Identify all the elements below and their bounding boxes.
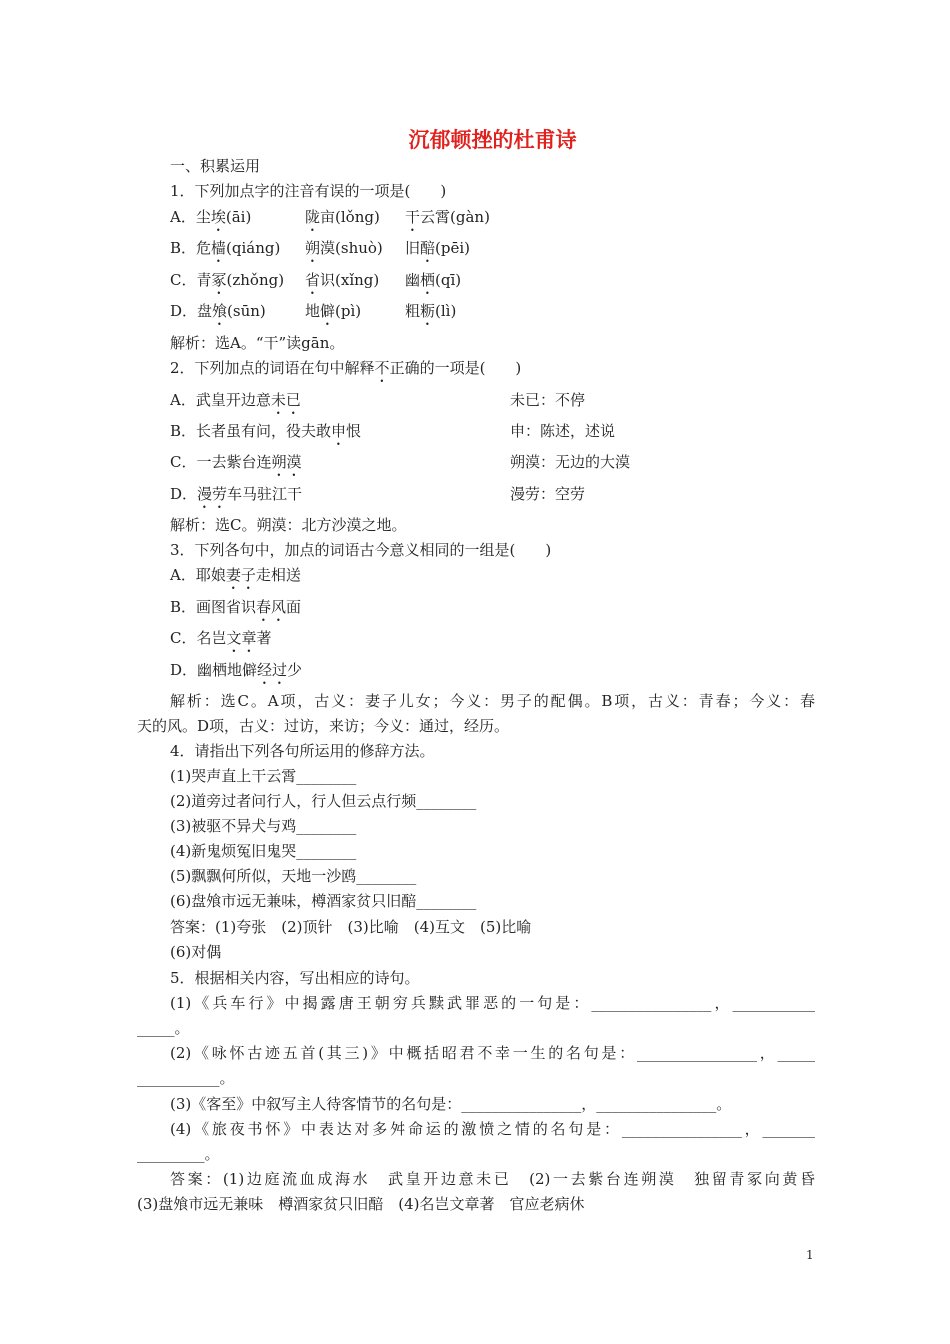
q1-option-c: C．青冢(zhǒng) 省识(xǐng) 幽栖(qī) (170, 271, 462, 289)
q5-item-1-cont: _____。 (137, 1019, 190, 1037)
section-heading: 一、积累运用 (170, 157, 261, 175)
q4-item: (2)道旁过者问行人，行人但云点行频________ (170, 792, 477, 810)
q1-option-a: A．尘埃(āi) 陇亩(lǒng) 干云霄(gàn) (170, 208, 490, 226)
q2-explanation-b: 申：陈述，述说 (510, 422, 616, 440)
q3-option-a: A．耶娘妻子走相送 (170, 566, 301, 584)
q4-item: (4)新鬼烦冤旧鬼哭________ (170, 842, 357, 860)
q1-stem: 1．下列加点字的注音有误的一项是( ) (170, 182, 447, 200)
q2-explanation-a: 未已：不停 (510, 391, 586, 409)
q4-item: (6)盘飧市远无兼味，樽酒家贫只旧醅________ (170, 892, 477, 910)
q4-item: (3)被驱不异犬与鸡________ (170, 817, 357, 835)
q4-answer-line-2: (6)对偶 (170, 943, 222, 961)
q1-option-b: B．危樯(qiáng) 朔漠(shuò) 旧醅(pēi) (170, 239, 471, 257)
q2-explanation-c: 朔漠：无边的大漠 (510, 453, 631, 471)
page-title: 沉郁顿挫的杜甫诗 (408, 127, 577, 152)
q3-option-c: C．名岂文章著 (170, 629, 272, 647)
q3-stem: 3．下列各句中，加点的词语古今意义相同的一组是( ) (170, 541, 552, 559)
q5-stem: 5．根据相关内容，写出相应的诗句。 (170, 969, 420, 987)
q5-answer-line-1: 答案：(1)边庭流血成海水 武皇开边意未已 (2)一去紫台连朔漠 独留青冢向黄昏 (170, 1170, 815, 1188)
q5-answer-line-2: (3)盘飧市远无兼味 樽酒家贫只旧醅 (4)名岂文章著 官应老病休 (137, 1195, 585, 1213)
q5-item-4-cont: _________。 (137, 1145, 220, 1163)
q4-item: (5)飘飘何所似，天地一沙鸥________ (170, 867, 417, 885)
q5-item-2-cont: ___________。 (137, 1069, 235, 1087)
q2-stem: 2．下列加点的词语在句中解释不正确的一项是( ) (170, 359, 522, 377)
q5-item-2: (2)《咏怀古迹五首(其三)》中概括昭君不幸一生的名句是：________________，_____ (170, 1044, 815, 1062)
q2-option-b: B．长者虽有问，役夫敢申恨 (170, 422, 362, 440)
q4-item: (1)哭声直上干云霄________ (170, 767, 357, 785)
page-number: 1 (806, 1248, 814, 1262)
q2-option-a: A．武皇开边意未已 (170, 391, 301, 409)
q3-analysis-line-2: 天的风。D项，古义：过访，来访；今义：通过，经历。 (137, 717, 510, 735)
q3-analysis-line-1: 解析：选C。A项，古义：妻子儿女；今义：男子的配偶。B项，古义：青春；今义：春 (170, 692, 815, 710)
q3-option-d: D．幽栖地僻经过少 (170, 661, 303, 679)
q1-analysis: 解析：选A。“干”读gān。 (170, 334, 345, 352)
q2-explanation-d: 漫劳：空劳 (510, 485, 586, 503)
q1-option-d: D．盘飧(sūn) 地僻(pì) 粗粝(lì) (170, 302, 457, 320)
q2-option-d: D．漫劳车马驻江干 (170, 485, 303, 503)
q5-item-3: (3)《客至》中叙写主人待客情节的名句是：________________，________________。 (170, 1095, 732, 1113)
q4-stem: 4．请指出下列各句所运用的修辞方法。 (170, 742, 435, 760)
q5-item-4: (4)《旅夜书怀》中表达对多舛命运的激愤之情的名句是：________________，_______ (170, 1120, 815, 1138)
q5-item-1: (1)《兵车行》中揭露唐王朝穷兵黩武罪恶的一句是：________________，___________ (170, 994, 816, 1012)
q4-answer-line-1: 答案：(1)夸张 (2)顶针 (3)比喻 (4)互文 (5)比喻 (170, 918, 532, 936)
q2-analysis: 解析：选C。朔漠：北方沙漠之地。 (170, 516, 407, 534)
q2-option-c: C．一去紫台连朔漠 (170, 453, 302, 471)
q3-option-b: B．画图省识春风面 (170, 598, 302, 616)
